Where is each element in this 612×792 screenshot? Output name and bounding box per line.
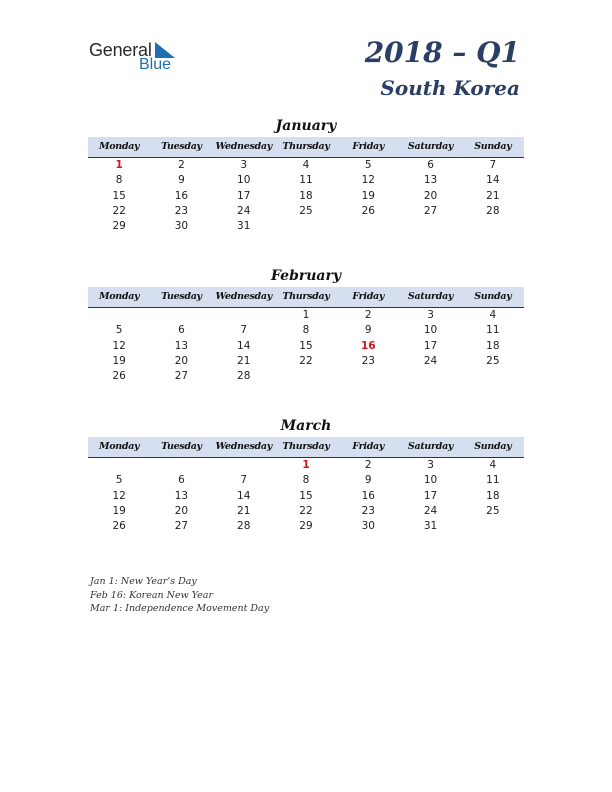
day-cell: 21 bbox=[237, 504, 251, 517]
weekday-label: Monday bbox=[99, 441, 140, 452]
day-cell: 25 bbox=[299, 204, 313, 217]
day-cell: 26 bbox=[112, 520, 126, 533]
day-cell: 10 bbox=[423, 324, 438, 337]
day-cell: 28 bbox=[237, 370, 251, 383]
day-cell: 12 bbox=[112, 339, 126, 352]
day-cell: 4 bbox=[302, 159, 310, 171]
empty-day-cell bbox=[462, 369, 524, 384]
day-cell: 16 bbox=[361, 489, 375, 502]
week-row bbox=[88, 308, 524, 323]
day-cell: 15 bbox=[299, 339, 313, 352]
day-cell: 20 bbox=[174, 354, 189, 367]
country-subtitle: South Korea bbox=[380, 76, 520, 100]
day-cell: 8 bbox=[115, 174, 123, 187]
week-row bbox=[88, 173, 524, 188]
day-cell: 27 bbox=[423, 204, 438, 217]
weekday-label: Tuesday bbox=[161, 291, 202, 302]
week-row bbox=[88, 323, 524, 338]
month-name: February bbox=[270, 268, 341, 284]
logo-text-blue: Blue bbox=[139, 56, 172, 73]
empty-day-cell bbox=[337, 369, 399, 384]
day-cell: 28 bbox=[486, 204, 500, 217]
day-cell: 3 bbox=[240, 159, 248, 171]
day-cell: 2 bbox=[364, 459, 372, 471]
day-cell: 12 bbox=[361, 174, 375, 187]
day-cell: 14 bbox=[237, 339, 251, 352]
week-row bbox=[88, 369, 524, 384]
week-row bbox=[88, 489, 524, 504]
week-row bbox=[88, 458, 524, 473]
empty-day-cell bbox=[88, 458, 150, 473]
weekday-label: Tuesday bbox=[161, 441, 202, 452]
day-cell: 27 bbox=[174, 370, 189, 383]
day-cell: 9 bbox=[364, 474, 372, 487]
day-cell: 21 bbox=[486, 189, 500, 202]
weekday-label: Thursday bbox=[282, 141, 330, 152]
empty-day-cell bbox=[150, 458, 212, 473]
day-cell: 14 bbox=[237, 489, 251, 502]
day-cell: 2 bbox=[364, 309, 372, 321]
day-cell: 13 bbox=[174, 489, 189, 502]
month-calendar-february bbox=[88, 267, 524, 384]
weekday-label: Friday bbox=[352, 141, 385, 152]
day-cell: 18 bbox=[299, 189, 313, 202]
day-cell: 7 bbox=[240, 474, 248, 487]
weekday-label: Saturday bbox=[407, 141, 454, 152]
weekday-label: Monday bbox=[99, 291, 140, 302]
empty-day-cell bbox=[275, 219, 337, 234]
day-cell: 1 bbox=[302, 309, 310, 321]
month-name: January bbox=[275, 118, 337, 134]
day-cell: 18 bbox=[486, 489, 500, 502]
weekday-label: Tuesday bbox=[161, 141, 202, 152]
empty-day-cell bbox=[337, 219, 399, 234]
day-cell: 16 bbox=[360, 339, 376, 352]
day-cell: 6 bbox=[178, 474, 185, 487]
day-cell: 31 bbox=[423, 520, 438, 533]
day-cell: 11 bbox=[486, 324, 500, 337]
empty-day-cell bbox=[462, 519, 524, 534]
empty-day-cell bbox=[399, 219, 461, 234]
weekday-label: Monday bbox=[99, 141, 140, 152]
week-row bbox=[88, 473, 524, 488]
day-cell: 22 bbox=[299, 354, 313, 367]
weekday-label: Wednesday bbox=[215, 441, 272, 452]
day-cell: 3 bbox=[427, 309, 434, 321]
day-cell: 10 bbox=[423, 474, 438, 487]
week-row bbox=[88, 504, 524, 519]
week-row bbox=[88, 189, 524, 204]
weekday-label: Wednesday bbox=[215, 291, 272, 302]
weekday-label: Sunday bbox=[474, 291, 512, 302]
weekday-label: Thursday bbox=[282, 291, 330, 302]
day-cell: 5 bbox=[115, 324, 123, 337]
day-cell: 6 bbox=[178, 324, 185, 337]
day-cell: 7 bbox=[489, 159, 497, 171]
day-cell: 9 bbox=[178, 174, 185, 187]
day-cell: 28 bbox=[237, 520, 251, 533]
week-row bbox=[88, 219, 524, 234]
day-cell: 25 bbox=[486, 354, 500, 367]
day-cell: 31 bbox=[237, 220, 251, 233]
empty-day-cell bbox=[88, 308, 150, 323]
day-cell: 25 bbox=[486, 504, 500, 517]
day-cell: 5 bbox=[115, 474, 123, 487]
day-cell: 16 bbox=[174, 189, 189, 202]
weekday-label: Friday bbox=[352, 441, 385, 452]
day-cell: 30 bbox=[174, 220, 189, 233]
day-cell: 11 bbox=[486, 474, 500, 487]
day-cell: 19 bbox=[112, 354, 126, 367]
empty-day-cell bbox=[399, 369, 461, 384]
day-cell: 15 bbox=[112, 189, 126, 202]
day-cell: 24 bbox=[237, 204, 251, 217]
weekday-header-row bbox=[88, 437, 524, 458]
day-cell: 15 bbox=[299, 489, 313, 502]
empty-day-cell bbox=[150, 308, 212, 323]
day-cell: 8 bbox=[302, 324, 310, 337]
day-cell: 4 bbox=[489, 459, 497, 471]
day-cell: 6 bbox=[427, 159, 434, 171]
company-logo bbox=[89, 40, 189, 76]
day-cell: 11 bbox=[299, 174, 313, 187]
holiday-note: Mar 1: Independence Movement Day bbox=[90, 603, 270, 614]
day-cell: 20 bbox=[423, 189, 438, 202]
day-cell: 21 bbox=[237, 354, 251, 367]
day-cell: 29 bbox=[112, 220, 126, 233]
day-cell: 30 bbox=[361, 520, 375, 533]
logo-text-general: General bbox=[89, 40, 152, 60]
week-row bbox=[88, 519, 524, 534]
day-cell: 8 bbox=[302, 474, 310, 487]
day-cell: 10 bbox=[237, 174, 251, 187]
day-cell: 17 bbox=[423, 339, 438, 352]
day-cell: 13 bbox=[423, 174, 438, 187]
day-cell: 24 bbox=[423, 354, 438, 367]
day-cell: 1 bbox=[302, 459, 310, 471]
holiday-note: Feb 16: Korean New Year bbox=[90, 589, 213, 601]
day-cell: 2 bbox=[178, 159, 185, 171]
page-title: 2018 – Q1 bbox=[364, 36, 520, 69]
day-cell: 26 bbox=[361, 204, 375, 217]
day-cell: 7 bbox=[240, 324, 248, 337]
day-cell: 17 bbox=[423, 489, 438, 502]
weekday-header-row bbox=[88, 287, 524, 308]
day-cell: 18 bbox=[486, 339, 500, 352]
weekday-label: Thursday bbox=[282, 441, 330, 452]
day-cell: 4 bbox=[489, 309, 497, 321]
day-cell: 20 bbox=[174, 504, 189, 517]
weekday-label: Friday bbox=[352, 291, 385, 302]
empty-day-cell bbox=[462, 219, 524, 234]
empty-day-cell bbox=[213, 308, 275, 323]
day-cell: 29 bbox=[299, 520, 313, 533]
day-cell: 27 bbox=[174, 520, 189, 533]
holiday-notes bbox=[90, 575, 269, 616]
day-cell: 12 bbox=[112, 489, 126, 502]
month-calendar-january bbox=[88, 117, 524, 234]
day-cell: 26 bbox=[112, 370, 126, 383]
day-cell: 14 bbox=[486, 174, 500, 187]
weekday-label: Saturday bbox=[407, 291, 454, 302]
week-row bbox=[88, 354, 524, 369]
empty-day-cell bbox=[213, 458, 275, 473]
day-cell: 19 bbox=[112, 504, 126, 517]
weekday-label: Sunday bbox=[474, 441, 512, 452]
weekday-label: Saturday bbox=[407, 441, 454, 452]
weekday-header-row bbox=[88, 137, 524, 158]
day-cell: 3 bbox=[427, 459, 434, 471]
week-row bbox=[88, 158, 524, 173]
weekday-label: Sunday bbox=[474, 141, 512, 152]
day-cell: 24 bbox=[423, 504, 438, 517]
day-cell: 13 bbox=[174, 339, 189, 352]
week-row bbox=[88, 339, 524, 354]
day-cell: 23 bbox=[174, 204, 189, 217]
day-cell: 1 bbox=[115, 159, 123, 171]
day-cell: 23 bbox=[361, 354, 375, 367]
day-cell: 19 bbox=[361, 189, 375, 202]
empty-day-cell bbox=[275, 369, 337, 384]
day-cell: 22 bbox=[299, 504, 313, 517]
weekday-label: Wednesday bbox=[215, 141, 272, 152]
day-cell: 17 bbox=[237, 189, 251, 202]
month-name: March bbox=[280, 418, 332, 434]
day-cell: 9 bbox=[364, 324, 372, 337]
holiday-note: Jan 1: New Year’s Day bbox=[90, 576, 197, 587]
month-calendar-march bbox=[88, 417, 524, 534]
week-row bbox=[88, 204, 524, 219]
day-cell: 23 bbox=[361, 504, 375, 517]
day-cell: 22 bbox=[112, 204, 126, 217]
day-cell: 5 bbox=[364, 159, 372, 171]
